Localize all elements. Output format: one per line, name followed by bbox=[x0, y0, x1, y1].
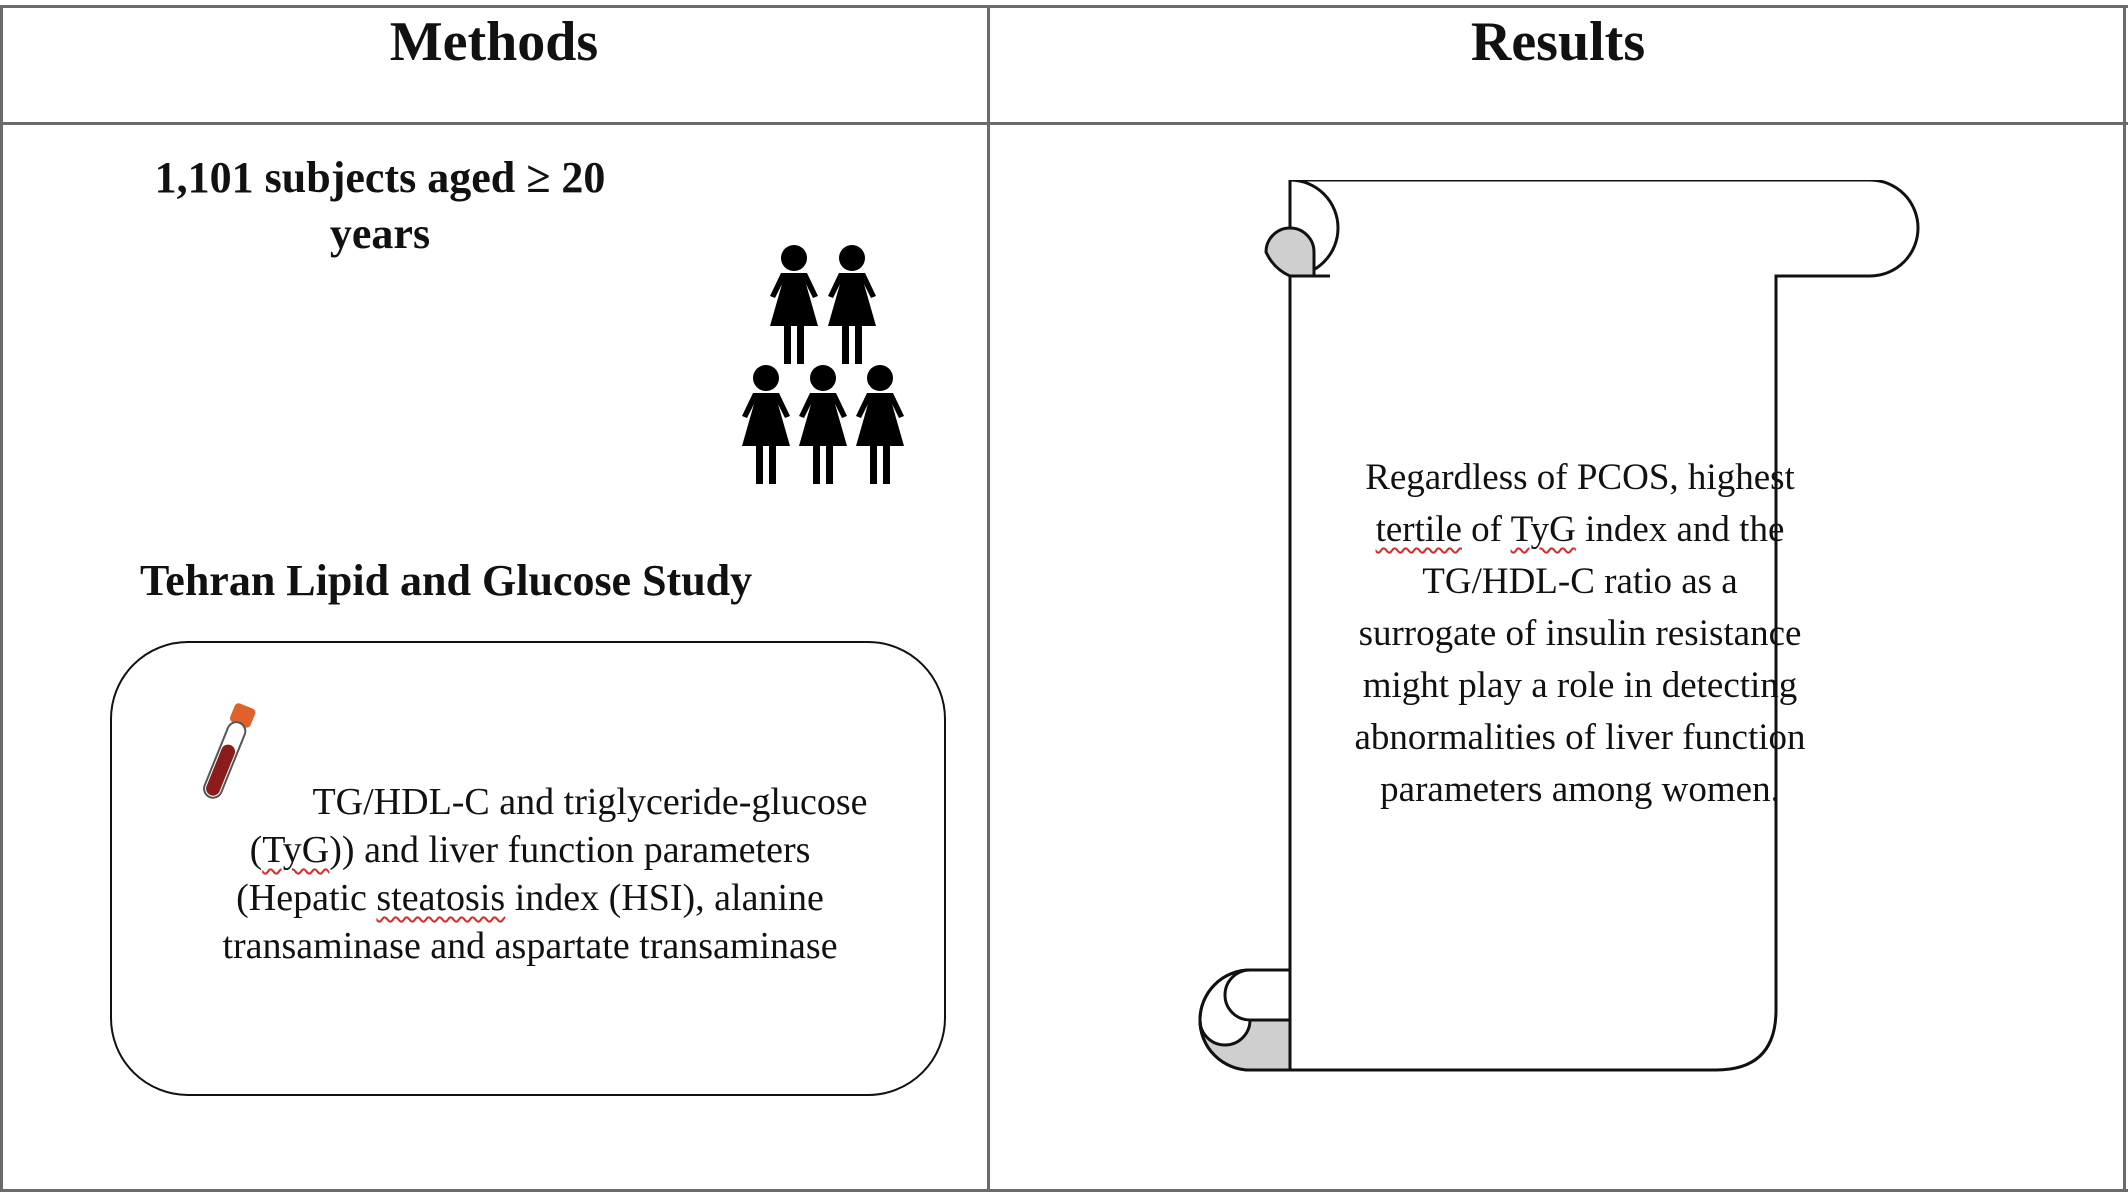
woman-icon bbox=[828, 245, 876, 364]
results-line-3: TG/HDL-C ratio as a bbox=[1422, 561, 1738, 602]
women-group-icon bbox=[728, 244, 918, 494]
steatosis-term: steatosis bbox=[376, 877, 506, 919]
results-text bbox=[1300, 452, 1860, 816]
subjects-description bbox=[100, 150, 660, 262]
woman-icon bbox=[856, 365, 904, 484]
subjects-line-2: years bbox=[329, 209, 431, 258]
results-header: Results bbox=[1470, 11, 1646, 73]
results-line-1: Regardless of PCOS, highest bbox=[1365, 457, 1795, 498]
methods-header: Methods bbox=[389, 11, 599, 73]
woman-icon bbox=[742, 365, 790, 484]
measurements-line-3 bbox=[150, 874, 910, 922]
grid-top-border bbox=[0, 5, 2128, 8]
tertile-term: tertile bbox=[1375, 509, 1462, 550]
measurements-line-2-post: )) and liver function parameters bbox=[329, 829, 811, 871]
measurements-line-3-post: index (HSI), alanine bbox=[505, 877, 824, 919]
measurements-text bbox=[150, 778, 910, 970]
results-line-7: parameters among women. bbox=[1380, 769, 1780, 810]
results-line-6: abnormalities of liver function bbox=[1354, 717, 1806, 758]
tyg-term: TyG bbox=[262, 829, 330, 871]
measurements-line-2-pre: ( bbox=[249, 829, 263, 871]
grid-right-border bbox=[2123, 5, 2126, 1192]
results-line-4: surrogate of insulin resistance bbox=[1358, 613, 1802, 654]
results-line-5: might play a role in detecting bbox=[1362, 665, 1798, 706]
subjects-line-1: 1,101 subjects aged ≥ 20 bbox=[154, 153, 606, 202]
woman-icon bbox=[799, 365, 847, 484]
tyg-term: TyG bbox=[1510, 509, 1576, 550]
study-name: Tehran Lipid and Glucose Study bbox=[140, 556, 753, 605]
measurements-line-2 bbox=[150, 826, 910, 874]
grid-header-divider bbox=[0, 122, 2128, 125]
measurements-line-1-text: TG/HDL-C and triglyceride-glucose bbox=[312, 781, 868, 823]
results-line-2-post: index and the bbox=[1575, 509, 1785, 550]
results-line-2-mid: of bbox=[1461, 509, 1511, 550]
woman-icon bbox=[770, 245, 818, 364]
measurements-line-3-pre: (Hepatic bbox=[236, 877, 377, 919]
grid-left-border bbox=[0, 5, 3, 1192]
results-line-2 bbox=[1300, 504, 1860, 556]
grid-bottom-border bbox=[0, 1189, 2128, 1192]
grid-column-divider bbox=[987, 5, 990, 1192]
measurements-line-1 bbox=[150, 778, 910, 826]
measurements-line-4: transaminase and aspartate transaminase bbox=[222, 925, 838, 967]
